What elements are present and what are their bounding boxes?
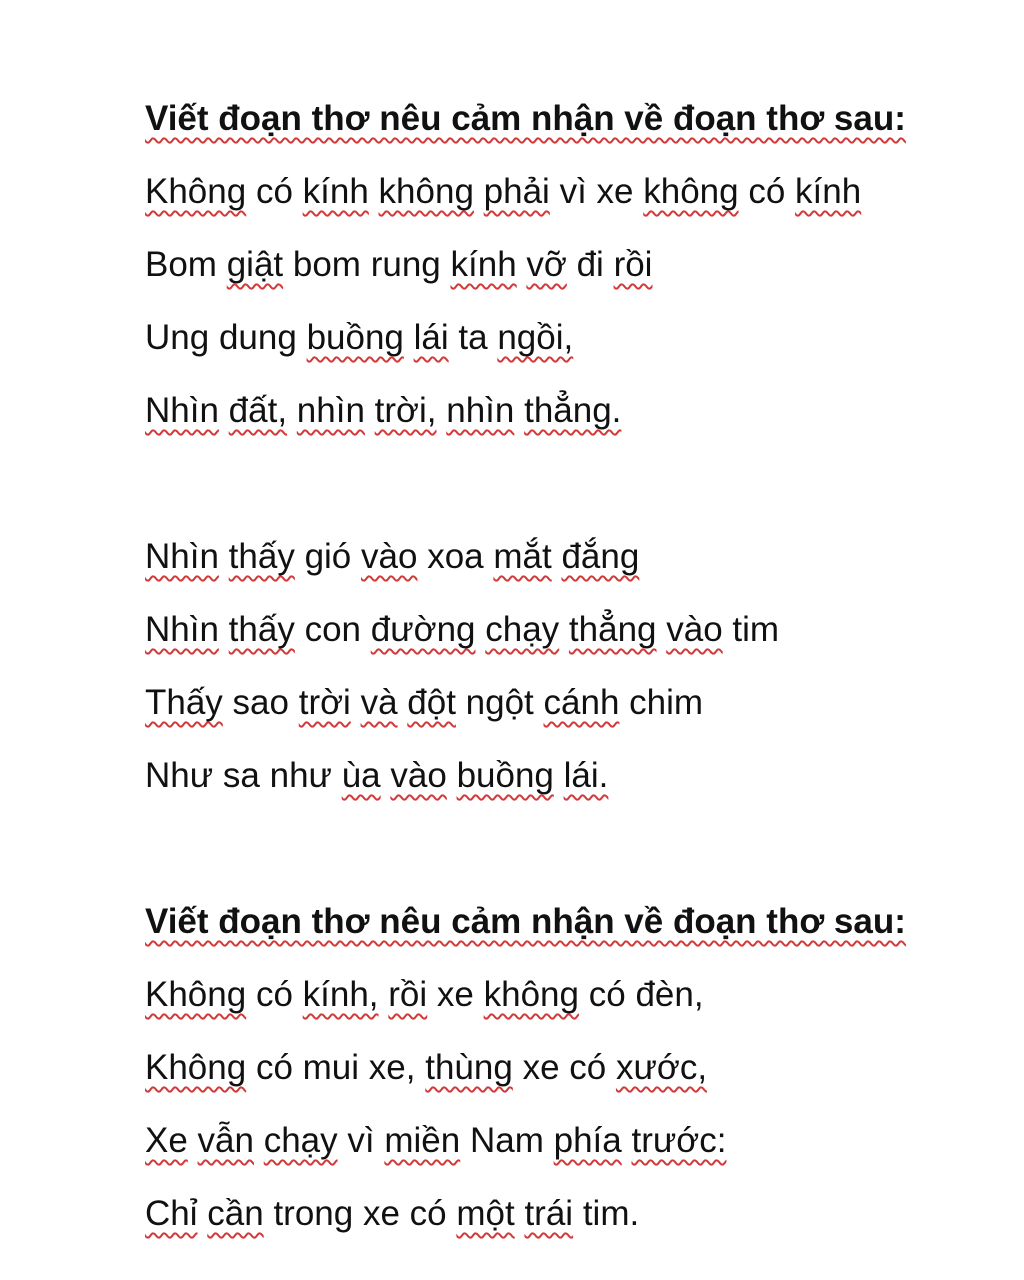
word: buồng [456, 756, 554, 795]
word: thẳng [568, 610, 657, 649]
poem-line-5 [145, 520, 1005, 593]
word: trái [524, 1194, 574, 1233]
word: đắng [561, 537, 640, 576]
word: Thấy [145, 683, 223, 722]
word: có [255, 975, 293, 1014]
word: có [569, 1048, 607, 1087]
word: ùa [341, 756, 381, 795]
word: cánh [543, 683, 620, 722]
word: trời [298, 683, 351, 722]
word: Không [145, 172, 247, 211]
word: xe, [368, 1048, 416, 1087]
poem-line-9 [145, 958, 1005, 1031]
word: Chỉ [145, 1194, 198, 1233]
word: mui [302, 1048, 360, 1087]
word: xe [362, 1194, 400, 1233]
word: chạy [485, 610, 560, 649]
word: đèn, [635, 975, 704, 1014]
word: có [409, 1194, 447, 1233]
word: đi [576, 245, 604, 284]
document-page [145, 82, 1005, 1250]
word: tim [732, 610, 780, 649]
word: nhìn [296, 391, 365, 430]
word: chim [629, 683, 704, 722]
text-segment: Viết đoạn thơ nêu cảm nhận về đoạn thơ sau: [145, 902, 906, 941]
word: xe [436, 975, 474, 1014]
word: có [748, 172, 786, 211]
word: thùng [425, 1048, 513, 1087]
word: thẳng. [524, 391, 622, 430]
word: cần [207, 1194, 264, 1233]
poem-line-6 [145, 593, 1005, 666]
word: có [588, 975, 626, 1014]
word: đất, [228, 391, 288, 430]
word: ta [458, 318, 488, 357]
word: Ung [145, 318, 210, 357]
word: không [643, 172, 739, 211]
word: giật [226, 245, 284, 284]
word: vì [347, 1121, 375, 1160]
poem-line-11 [145, 1104, 1005, 1177]
word: trời, [374, 391, 437, 430]
word: rồi [388, 975, 428, 1014]
word: Không [145, 1048, 247, 1087]
word: đường [370, 610, 476, 649]
prompt-heading-1 [145, 82, 1005, 155]
poem-line-10 [145, 1031, 1005, 1104]
word: Xe [145, 1121, 188, 1160]
word: Bom [145, 245, 217, 284]
word: vào [666, 610, 723, 649]
poem-line-2 [145, 228, 1005, 301]
word: không [378, 172, 474, 211]
word: Không [145, 975, 247, 1014]
word: như [269, 756, 332, 795]
word: và [360, 683, 398, 722]
word: phía [553, 1121, 622, 1160]
poem-line-8 [145, 739, 1005, 812]
word: kính, [302, 975, 379, 1014]
word: một [456, 1194, 515, 1233]
word: lái. [563, 756, 609, 795]
word: có [255, 1048, 293, 1087]
word: xe [596, 172, 634, 211]
word: trước: [631, 1121, 727, 1160]
word: vì [559, 172, 587, 211]
word: vẫn [197, 1121, 254, 1160]
word: gió [304, 537, 352, 576]
word: Như [145, 756, 214, 795]
word: Nhìn [145, 610, 219, 649]
word: miền [384, 1121, 461, 1160]
word: mắt [493, 537, 552, 576]
word: có [255, 172, 293, 211]
word: bom [292, 245, 361, 284]
word: con [304, 610, 361, 649]
word: kính [302, 172, 369, 211]
word: Nhìn [145, 537, 219, 576]
word: vào [390, 756, 447, 795]
word: vỡ [526, 245, 567, 284]
word: dung [218, 318, 297, 357]
word: nhìn [446, 391, 515, 430]
word: Nam [469, 1121, 544, 1160]
text-segment: Viết đoạn thơ nêu cảm nhận về đoạn thơ sau: [145, 99, 906, 138]
word: buồng [306, 318, 404, 357]
word: sao [232, 683, 289, 722]
word: kính [450, 245, 517, 284]
stanza-gap [145, 447, 1005, 520]
word: xe [522, 1048, 560, 1087]
word: trong [273, 1194, 354, 1233]
stanza-gap [145, 812, 1005, 885]
poem-line-3 [145, 301, 1005, 374]
word: ngồi, [497, 318, 574, 357]
word: phải [483, 172, 550, 211]
word: xước, [615, 1048, 708, 1087]
word: thấy [228, 537, 295, 576]
word: vào [361, 537, 418, 576]
word: chạy [263, 1121, 338, 1160]
word: rung [370, 245, 441, 284]
poem-line-12 [145, 1177, 1005, 1250]
poem-line-1 [145, 155, 1005, 228]
word: ngột [465, 683, 534, 722]
word: xoa [427, 537, 484, 576]
word: Nhìn [145, 391, 219, 430]
word: đột [407, 683, 456, 722]
poem-line-4 [145, 374, 1005, 447]
word: thấy [228, 610, 295, 649]
poem-line-7 [145, 666, 1005, 739]
word: kính [795, 172, 862, 211]
word: sa [222, 756, 260, 795]
word: rồi [613, 245, 653, 284]
word: không [483, 975, 579, 1014]
word: lái [413, 318, 449, 357]
word: tim. [582, 1194, 640, 1233]
prompt-heading-2 [145, 885, 1005, 958]
